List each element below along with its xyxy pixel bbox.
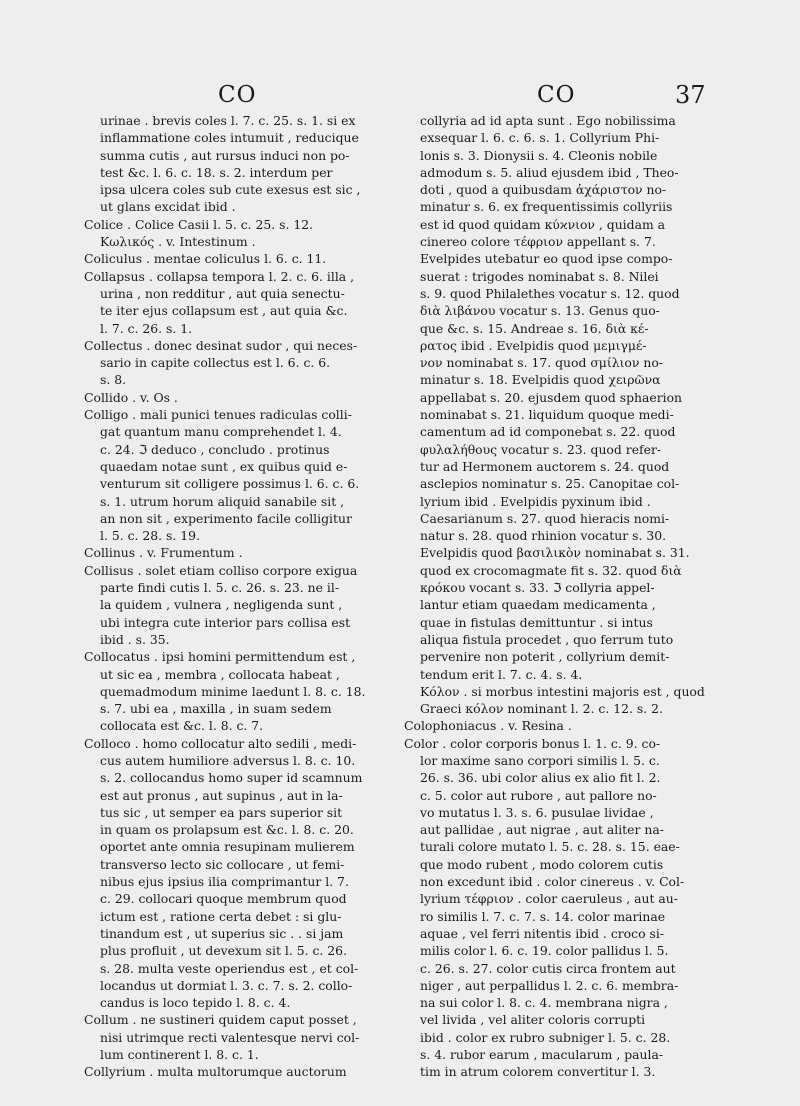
text-line: venturum sit colligere possimus l. 6. c. 6. (100, 476, 360, 492)
text-line: test &c. l. 6. c. 18. s. 2. interdum per (100, 164, 333, 180)
text-line: natur s. 28. quod rhinion vocatur s. 30. (420, 528, 667, 544)
text-line: lor maxime sano corpori similis l. 5. c. (420, 752, 660, 768)
text-line: φυλαλήθους vocatur s. 23. quod refer- (420, 441, 662, 457)
text-line: nominabat s. 21. liquidum quoque medi- (420, 407, 674, 423)
text-line: inflammatione coles intumuit , reducique (100, 130, 359, 146)
text-line: Colligo . mali punici tenues radiculas colli- (84, 407, 352, 423)
text-line: est id quod quidam κύϰνιον , quidam a (420, 216, 666, 232)
text-line: collocata est &c. l. 8. c. 7. (100, 718, 264, 734)
text-line: lyrium τέφριον . color caeruleus , aut au- (420, 891, 678, 907)
text-line: κρόκου vocant s. 33. ℑ collyria appel- (420, 580, 655, 596)
text-line: cus autem humiliore adversus l. 8. c. 10. (100, 752, 356, 768)
text-line: te iter ejus collapsum est , aut quia &c. (100, 303, 348, 319)
text-line: niger , aut perpallidus l. 2. c. 6. membra- (420, 977, 679, 993)
text-line: c. 24. ℑ deduco , concludo . protinus (100, 441, 330, 457)
text-line: Collinus . v. Frumentum . (84, 545, 243, 561)
text-line: lyrium ibid . Evelpidis pyxinum ibid . (420, 493, 651, 509)
text-line: s. 28. multa veste operiendus est , et col- (100, 960, 359, 976)
text-line: aut pallidae , aut nigrae , aut aliter na- (420, 822, 664, 838)
text-line: lantur etiam quaedam medicamenta , (420, 597, 656, 613)
text-line: que modo rubent , modo colorem cutis (420, 856, 664, 872)
text-line: parte findi cutis l. 5. c. 26. s. 23. ne il- (100, 580, 340, 596)
text-line: tendum erit l. 7. c. 4. s. 4. (420, 666, 583, 682)
text-line: suerat : trigodes nominabat s. 8. Nilei (420, 268, 659, 284)
text-line: vel livida , vel aliter coloris corrupti (420, 1012, 646, 1028)
text-line: turali colore mutato l. 5. c. 28. s. 15. eae- (420, 839, 680, 855)
text-line: non excedunt ibid . color cinereus . v. Col- (420, 874, 685, 890)
text-line: s. 7. ubi ea , maxilla , in suam sedem (100, 701, 332, 717)
text-line: admodum s. 5. aliud ejusdem ibid , Theo- (420, 164, 679, 180)
text-line: Κωλικός . v. Intestinum . (100, 234, 256, 250)
text-line: Collisus . solet etiam colliso corpore exigua (84, 562, 358, 578)
text-line: Evelpidis quod βασιλικὸν nominabat s. 31. (420, 545, 690, 561)
text-line: νον nominabat s. 17. quod σμίλιον no- (420, 355, 663, 371)
text-line: an non sit , experimento facile colligitur (100, 510, 352, 526)
text-line: Collum . ne sustineri quidem caput posset , (84, 1012, 357, 1028)
text-line: Evelpides utebatur eo quod ipse compo- (420, 251, 673, 267)
left-column (84, 112, 386, 1081)
text-line: oportet ante omnia resupinam mulierem (100, 839, 355, 855)
text-line: l. 7. c. 26. s. 1. (100, 320, 193, 336)
text-line: Colloco . homo collocatur alto sedili , medi- (84, 735, 357, 751)
text-line: aquae , vel ferri nitentis ibid . croco si- (420, 925, 664, 941)
text-line: lum continerent l. 8. c. 1. (100, 1047, 259, 1063)
text-line: tim in atrum colorem convertitur l. 3. (420, 1064, 656, 1080)
text-line: l. 5. c. 28. s. 19. (100, 528, 201, 544)
text-line: minatur s. 6. ex frequentissimis collyriis (420, 199, 673, 215)
text-line: Colophoniacus . v. Resina . (404, 718, 572, 734)
text-line: Collyrium . multa multorumque auctorum (84, 1064, 347, 1080)
text-line: nibus ejus ipsius ilia comprimantur l. 7. (100, 874, 349, 890)
text-line: quemadmodum minime laedunt l. 8. c. 18. (100, 683, 366, 699)
text-line: s. 8. (100, 372, 127, 388)
text-line: in quam os prolapsum est &c. l. 8. c. 20. (100, 822, 354, 838)
text-line: vo mutatus l. 3. s. 6. pusulae lividae , (420, 804, 654, 820)
text-line: s. 2. collocandus homo super id scamnum (100, 770, 363, 786)
text-line: quod ex crocomagmate fit s. 32. quod διὰ (420, 562, 682, 578)
text-line: tur ad Hermonem auctorem s. 24. quod (420, 458, 670, 474)
text-line: s. 1. utrum horum aliquid sanabile sit , (100, 493, 345, 509)
text-line: nisi utrimque recti valentesque nervi col- (100, 1029, 360, 1045)
text-line: minatur s. 18. Evelpidis quod χειρῶνα (420, 372, 661, 388)
text-line: Coliculus . mentae coliculus l. 6. c. 11. (84, 251, 327, 267)
text-line: Color . color corporis bonus l. 1. c. 9. co- (404, 735, 661, 751)
text-line: pervenire non poterit , collyrium demit- (420, 649, 670, 665)
text-line: na sui color l. 8. c. 4. membrana nigra , (420, 995, 668, 1011)
text-line: Graeci κόλον nominant l. 2. c. 12. s. 2. (420, 701, 663, 717)
text-line: s. 4. rubor earum , macularum , paula- (420, 1047, 664, 1063)
text-line: s. 9. quod Philalethes vocatur s. 12. quod (420, 285, 680, 301)
text-line: ρατος ibid . Evelpidis quod μεμιγμέ- (420, 337, 647, 353)
text-line: ibid . s. 35. (100, 631, 170, 647)
text-line: que &c. s. 15. Andreae s. 16. διὰ κέ- (420, 320, 649, 336)
text-line: cinereo colore τέφριον appellant s. 7. (420, 234, 656, 250)
text-line: tinandum est , ut superius sic . . si jam (100, 925, 344, 941)
text-line: διὰ λιβάνου vocatur s. 13. Genus quo- (420, 303, 660, 319)
text-line: urina , non redditur , aut quia senectu- (100, 285, 345, 301)
text-line: urinae . brevis coles l. 7. c. 25. s. 1. si ex (100, 113, 356, 128)
text-line: c. 29. collocari quoque membrum quod (100, 891, 347, 907)
text-line: exsequar l. 6. c. 6. s. 1. Collyrium Phi- (420, 130, 660, 146)
text-line: aliqua fistula procedet , quo ferrum tuto (420, 631, 674, 647)
text-line: plus profluit , ut devexum sit l. 5. c. 26. (100, 943, 348, 959)
text-line: 26. s. 36. ubi color alius ex alio fit l. 2. (420, 770, 661, 786)
text-line: Colice . Colice Casii l. 5. c. 25. s. 12. (84, 216, 314, 232)
text-line: doti , quod a quibusdam ἀχάριστον no- (420, 182, 667, 198)
right-column (404, 112, 706, 1081)
text-line: Collapsus . collapsa tempora l. 2. c. 6. illa , (84, 268, 355, 284)
text-line: sario in capite collectus est l. 6. c. 6. (100, 355, 331, 371)
text-line: candus is loco tepido l. 8. c. 4. (100, 995, 291, 1011)
text-line: ut glans excidat ibid . (100, 199, 236, 215)
text-line: tus sic , ut semper ea pars superior sit (100, 804, 343, 820)
text-line: appellabat s. 20. ejusdem quod sphaerion (420, 389, 683, 405)
text-line: camentum ad id componebat s. 22. quod (420, 424, 676, 440)
text-line: Caesarianum s. 27. quod hieracis nomi- (420, 510, 670, 526)
text-line: summa cutis , aut rursus induci non po- (100, 147, 350, 163)
text-line: collyria ad id apta sunt . Ego nobilissima (420, 113, 676, 128)
text-line: c. 5. color aut rubore , aut pallore no- (420, 787, 657, 803)
text-line: est aut pronus , aut supinus , aut in la- (100, 787, 343, 803)
text-line: Κόλον . si morbus intestini majoris est , quod (420, 683, 705, 699)
text-line: Collectus . donec desinat sudor , qui neces- (84, 337, 358, 353)
text-line: la quidem , vulnera , negligenda sunt , (100, 597, 343, 613)
text-line: gat quantum manu comprehendet l. 4. (100, 424, 342, 440)
text-line: ictum est , ratione certa debet : si glu- (100, 908, 342, 924)
text-line: ut sic ea , membra , collocata habeat , (100, 666, 340, 682)
text-line: c. 26. s. 27. color cutis circa frontem aut (420, 960, 676, 976)
page-number: 37 (675, 81, 706, 109)
text-line: transverso lecto sic collocare , ut femi- (100, 856, 345, 872)
text-line: quaedam notae sunt , ex quibus quid e- (100, 458, 348, 474)
text-line: milis color l. 6. c. 19. color pallidus l. 5. (420, 943, 669, 959)
text-line: ro similis l. 7. c. 7. s. 14. color marinae (420, 908, 666, 924)
header-left: CO (218, 82, 257, 108)
text-line: lonis s. 3. Dionysii s. 4. Cleonis nobile (420, 147, 658, 163)
text-line: ipsa ulcera coles sub cute exesus est sic , (100, 182, 361, 198)
text-line: ubi integra cute interior pars collisa est (100, 614, 351, 630)
header-middle: CO (537, 82, 576, 108)
text-line: Collocatus . ipsi homini permittendum est , (84, 649, 356, 665)
text-line: ibid . color ex rubro subniger l. 5. c. 28. (420, 1029, 671, 1045)
text-line: locandus ut dormiat l. 3. c. 7. s. 2. collo- (100, 977, 353, 993)
text-line: quae in fistulas demittuntur . si intus (420, 614, 653, 630)
text-line: asclepios nominatur s. 25. Canopitae col- (420, 476, 680, 492)
running-header (0, 82, 800, 112)
text-line: Collido . v. Os . (84, 389, 178, 405)
